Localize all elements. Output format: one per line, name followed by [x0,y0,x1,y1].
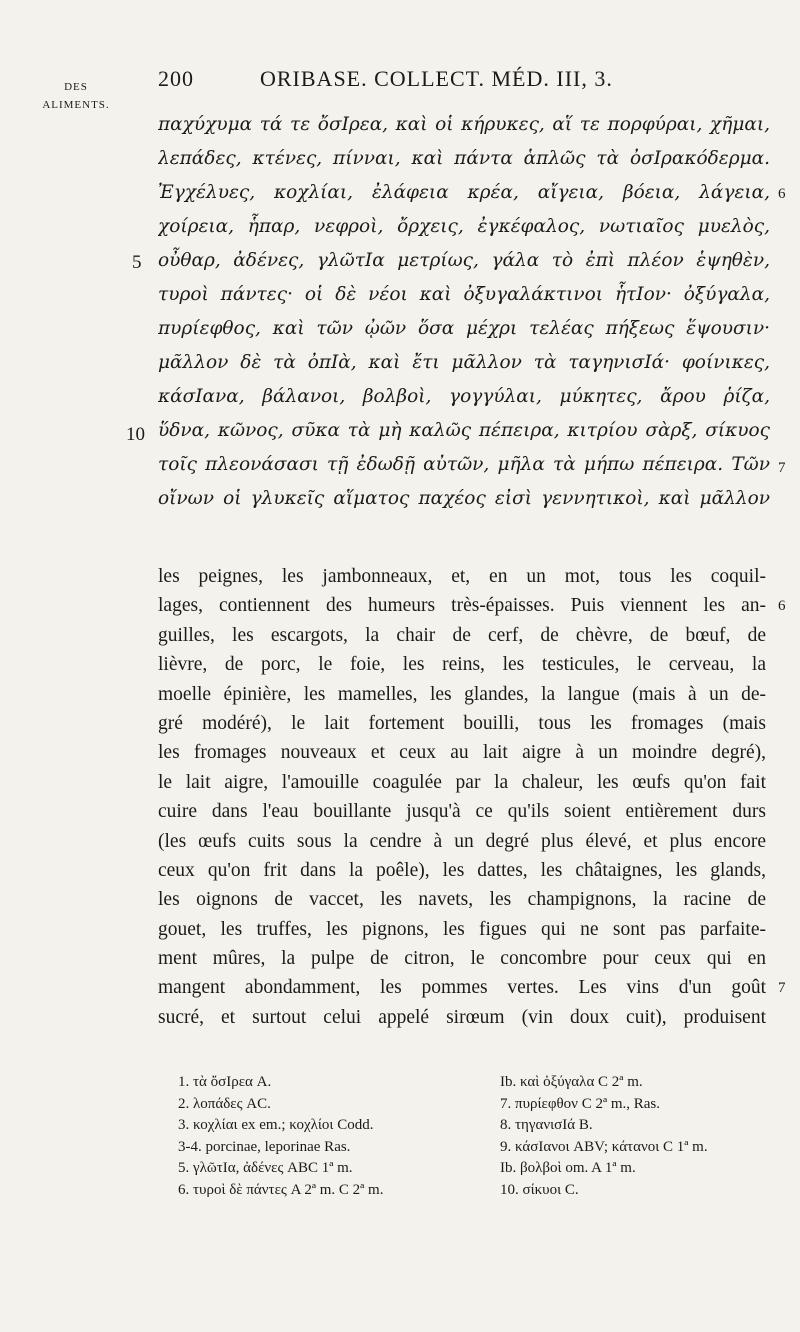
french-line: le lait aigre, l'amouille coagulée par la chaleur, les œufs qu'on fait [158,771,766,793]
running-title: ORIBASE. COLLECT. MÉD. III, 3. [260,66,613,91]
french-line: lièvre, de porc, le foie, les reins, les testicules, le cerveau, la [158,654,766,676]
french-line: ceux qu'on frit dans la poêle), les dattes, les châtaignes, les glands, [158,859,766,881]
greek-section-marker-6: 6 [778,186,786,202]
greek-line: τυροὶ πάντες· οἱ δὲ νέοι καὶ ὀξυγαλάκτινοι ἧτΙον· ὀξύγαλα, [158,284,770,305]
greek-line: χοίρεια, ἧπαρ, νεφροὶ, ὄρχεις, ἐγκέφαλος, νωτιαῖος μυελὸς, [158,216,770,237]
greek-line: οἴνων οἱ γλυκεῖς αἵματος παχέος εἰσὶ γεννητικοὶ, καὶ μᾶλλον [158,488,770,509]
footnote: 6. τυροὶ δὲ πάντες A 2ª m. C 2ª m. [178,1181,384,1198]
footnote: 8. τηγανισΙά B. [500,1117,593,1133]
margin-label-line-2: ALIMENTS. [42,99,110,111]
margin-label-line-1: DES [64,81,88,93]
greek-line: ὕδνα, κῶνος, σῦκα τὰ μὴ καλῶς πέπειρα, κιτρίου σὰρξ, σίκυος [158,420,770,441]
footnote: 5. γλῶτΙα, ἀδένες ABC 1ª m. [178,1160,353,1176]
greek-line: κάσΙανα, βάλανοι, βολβοὶ, γογγύλαι, μύκητες, ἄρου ῥίζα, [158,386,770,407]
french-line: cuire dans l'eau bouillante jusqu'à ce qu'ils soient entièrement durs [158,801,766,823]
french-line: lages, contiennent des humeurs très-épaisses. Puis viennent les an- [158,595,766,617]
french-line: gré modéré), le lait fortement bouilli, tous les fromages (mais [158,712,766,734]
greek-line: λεπάδες, κτένες, πίνναι, καὶ πάντα ἁπλῶς τὰ ὀσΙρακόδερμα. [158,148,770,169]
greek-line: τοῖς πλεονάσασι τῇ ἐδωδῇ αὐτῶν, μῆλα τὰ μήπω πέπειρα. Τῶν [158,454,770,475]
greek-line-number-5: 5 [132,252,142,273]
french-line: guilles, les escargots, la chair de cerf, de chèvre, de bœuf, de [158,624,766,646]
french-line: les fromages nouveaux et ceux au lait aigre à un moindre degré), [158,742,766,764]
greek-line: Ἐγχέλυες, κοχλίαι, ἐλάφεια κρέα, αἴγεια, βόεια, λάγεια, [158,182,770,203]
footnote: 3-4. porcinae, leporinae Ras. [178,1138,351,1155]
greek-line: παχύχυμα τά τε ὄσΙρεα, καὶ οἱ κήρυκες, αἵ τε πορφύραι, χῆμαι, [158,114,770,135]
critical-notes-right-column [500,1072,790,1201]
greek-line-number-10: 10 [126,424,145,445]
french-line: gouet, les truffes, les pignons, les figues qui ne sont pas parfaite- [158,918,766,940]
critical-notes-left-column [178,1072,478,1201]
margin-section-label [36,78,116,114]
greek-line: οὖθαρ, ἀδένες, γλῶτΙα μετρίως, γάλα τὸ ἐπὶ πλέον ἑψηθὲν, [158,250,770,271]
footnote: Ib. καὶ ὀξύγαλα C 2ª m. [500,1074,643,1090]
french-line: (les œufs cuits sous la cendre à un degré plus élevé, et plus encore [158,830,766,852]
french-translation-block [158,562,766,1032]
french-line: mangent abondamment, les pommes vertes. Les vins d'un goût [158,977,766,999]
page-number: 200 [158,66,194,91]
french-line: les oignons de vaccet, les navets, les champignons, la racine de [158,889,766,911]
footnote: 7. πυρίεφθον C 2ª m., Ras. [500,1095,661,1112]
footnote: 1. τὰ ὄσΙρεα A. [178,1074,272,1090]
footnote: 3. κοχλίαι ex em.; κοχλίοι Codd. [178,1117,374,1133]
greek-line: πυρίεφθος, καὶ τῶν ᾠῶν ὅσα μέχρι τελέας πήξεως ἕψουσιν· [158,318,770,339]
footnote: 10. σίκυοι C. [500,1181,579,1198]
footnote: 9. κάσΙανοι ABV; κάτανοι C 1ª m. [500,1138,708,1155]
french-section-marker-6: 6 [778,598,786,614]
footnote: Ib. βολβοὶ om. A 1ª m. [500,1160,636,1176]
french-line: les peignes, les jambonneaux, et, en un mot, tous les coquil- [158,566,766,587]
french-line: moelle épinière, les mamelles, les glandes, la langue (mais à un de- [158,683,766,705]
french-line: sucré, et surtout celui appelé sirœum (vin doux cuit), produisent [158,1006,766,1028]
greek-line: μᾶλλον δὲ τὰ ὀπΙὰ, καὶ ἔτι μᾶλλον τὰ ταγηνισΙά· φοίνικες, [158,352,770,373]
greek-section-marker-7: 7 [778,460,786,476]
footnote: 2. λοπάδες AC. [178,1095,271,1112]
french-section-marker-7: 7 [778,980,786,996]
french-line: ment mûres, la pulpe de citron, le concombre pour ceux qui en [158,948,766,970]
greek-text-block [158,108,770,516]
